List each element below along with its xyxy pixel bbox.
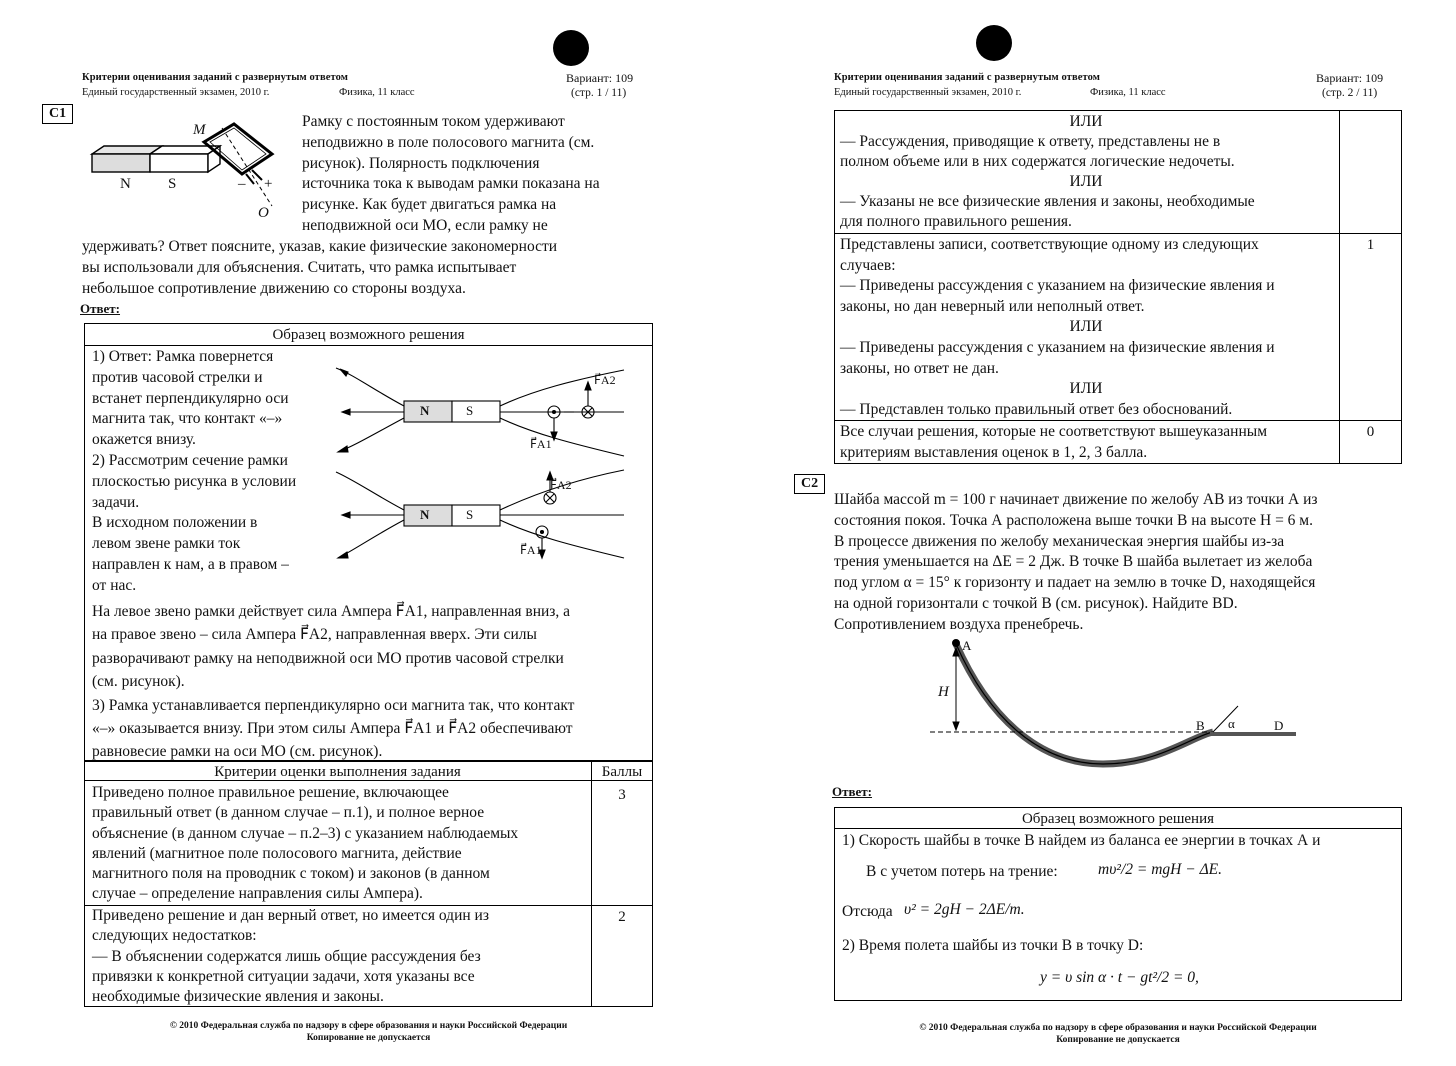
right-header-variant: Вариант: 109 (1316, 71, 1384, 85)
left-header-subtitle: Единый государственный экзамен, 2010 г. (82, 87, 270, 98)
divider (1339, 110, 1340, 464)
c1-criterion-3: Приведено полное правильное решение, включающее правильный ответ (в данном случае – п.1), и полное верное объяснение (в данном случае – п.2–3) с указанием наблюдаемых явлений (магнитное поле полосового магнита, действие магнитного поля на проводник с током) и законов (в данном случае – определение направления силы Ампера). (92, 784, 519, 903)
c2-label-d: D (1274, 718, 1284, 733)
diagram-label-fa2-bottom: F⃗A2 (550, 478, 572, 492)
right-header-subtitle: Единый государственный экзамен, 2010 г. (834, 87, 1022, 98)
c2-solution-line-3: Отсюда (842, 903, 893, 920)
binder-hole-right (976, 25, 1012, 61)
score-1: 1 (1366, 237, 1375, 253)
right-header-subject: Физика, 11 класс (1090, 87, 1166, 98)
score-0: 0 (1366, 424, 1375, 440)
c1-task-text-bottom: удерживать? Ответ поясните, указав, какие физические закономерности вы использовали для объяснения. Считать, что рамка испытывает небольшое сопротивление движению со стороны воздуха. (82, 238, 558, 297)
c2-task-text: Шайба массой m = 100 г начинает движение по желобу АВ из точки А из состояния покоя. Точка А расположена выше точки В на высоте H = 6 м. В процессе движения по желобу механическая энергия шайбы из-за трения уменьшается на ΔE = 2 Дж. В точке В шайба вылетает из желоба под углом α = 15° к горизонту и падает на землю в точке D, находящейся на одной горизонтали с точкой В (см. рисунок). Найдите BD. Сопротивлением воздуха пренебречь. (834, 491, 1318, 633)
c2-label-alpha: α (1228, 716, 1235, 731)
divider (834, 233, 1402, 234)
diagram-label-fa1-top: F⃗A1 (530, 437, 552, 451)
c1-answer-label: Ответ: (80, 301, 121, 316)
c1-solution-left-text: 1) Ответ: Рамка повернется против часовой стрелки и встанет перпендикулярно оси магнита так, что контакт «–» окажется внизу. 2) Рассмотрим сечение рамки плоскостью рисунка в условии задачи. В исходном положении в левом звене рамки ток направлен к нам, а в правом – от нас. (92, 348, 297, 594)
right-header-title: Критерии оценивания заданий с развернутым ответом (834, 72, 1100, 83)
figure-label-s: S (168, 176, 177, 192)
figure-label-o: O (258, 205, 269, 221)
c1-criterion-2: Приведено решение и дан верный ответ, но имеется один из следующих недостатков: — В объяснении содержатся лишь общие рассуждения без привязки к конкретной ситуации задачи, хотя указаны все необходимые физические явления и законы. (92, 907, 489, 1006)
left-header-variant: Вариант: 109 (566, 71, 634, 85)
diagram-label-s-top: S (466, 403, 474, 418)
c1-solution-title: Образец возможного решения (272, 327, 465, 343)
c2-label-h: H (938, 684, 949, 700)
left-header-title: Критерии оценивания заданий с развернутым ответом (82, 72, 348, 83)
left-header-subject: Физика, 11 класс (339, 87, 415, 98)
chute-figure (928, 636, 1298, 776)
c2-solution-line-4: 2) Время полета шайбы из точки В в точку D: (842, 937, 1144, 954)
diagram-label-n-bottom: N (420, 507, 430, 522)
c1-solution-full-text: На левое звено рамки действует сила Ампера F⃗A1, направленная вниз, а на правое звено – сила Ампера F⃗A2, направленная вверх. Эти силы разворачивают рамку на неподвижной оси МО против часовой стрелки (см. рисунок). 3) Рамка устанавливается перпендикулярно оси магнита так, что контакт «–» оказывается внизу. При этом силы Ампера F⃗A1 и F⃗A2 обеспечивают равновесие рамки на оси МО (см. рисунок). (92, 603, 575, 761)
c2-label-b: B (1196, 718, 1205, 733)
c2-formula-velocity: υ² = 2gH − 2ΔE/m. (904, 901, 1025, 918)
figure-label-minus: – (238, 176, 246, 192)
c1-score-2: 2 (618, 909, 626, 925)
binder-hole-left (553, 30, 589, 66)
diagram-label-n-top: N (420, 403, 430, 418)
task-label-c2: С2 (794, 474, 825, 494)
left-header-page: (стр. 1 / 11) (571, 87, 627, 99)
figure-label-n: N (120, 176, 131, 192)
left-footer: © 2010 Федеральная служба по надзору в сфере образования и науки Российской Федерации Копирование не допускается (169, 1021, 568, 1043)
c1-score-3: 3 (618, 787, 626, 803)
diagram-label-fa1-bottom: F⃗A1 (520, 543, 542, 557)
criteria-block-0: Все случаи решения, которые не соответствуют вышеуказанным критериям выставления оценок в 1, 2, 3 балла. (840, 423, 1267, 461)
c1-criteria-header: Критерии оценки выполнения задания (214, 764, 461, 780)
criteria-block-2-cont: ИЛИ — Рассуждения, приводящие к ответу, представлены не в полном объеме или в них содержатся логические недочеты. ИЛИ — Указаны не все физические явления и законы, необходимые для полного правильного решения. (840, 113, 1255, 231)
c2-formula-energy: mυ²/2 = mgH − ΔE. (1098, 861, 1223, 878)
figure-label-plus: + (264, 176, 273, 192)
c1-task-text-top: Рамку с постоянным током удерживают неподвижно в поле полосового магнита (см. рисунок). Полярность подключения источника тока к выводам рамки показана на рисунке. Как будет двигаться рамка на неподвижной оси МО, если рамку не (302, 113, 600, 234)
c2-label-a: A (962, 638, 972, 653)
right-header-page: (стр. 2 / 11) (1322, 87, 1378, 99)
c2-solution-line-2: В с учетом потерь на трение: (866, 863, 1058, 880)
c2-solution-title: Образец возможного решения (1021, 811, 1215, 827)
field-lines-diagram (334, 360, 634, 570)
task-label-c1: С1 (42, 104, 73, 124)
diagram-label-fa2-top: F⃗A2 (594, 373, 616, 387)
c2-formula-flight: y = υ sin α · t − gt²/2 = 0, (1040, 969, 1199, 986)
c2-answer-label: Ответ: (832, 784, 873, 799)
right-footer: © 2010 Федеральная служба по надзору в сфере образования и науки Российской Федерации Копирование не допускается (919, 1023, 1317, 1045)
criteria-block-1: Представлены записи, соответствующие одному из следующих случаев: — Приведены рассуждения с указанием на физические явления и законы, но дан неверный или неполный ответ. ИЛИ — Приведены рассуждения с указанием на физические явления и законы, но ответ не дан. ИЛИ — Представлен только правильный ответ без обоснований. (840, 236, 1275, 418)
diagram-label-s-bottom: S (466, 507, 474, 522)
figure-label-m: M (193, 122, 206, 138)
c2-solution-line-1: 1) Скорость шайбы в точке В найдем из баланса ее энергии в точках А и (842, 832, 1321, 849)
c1-score-header: Баллы (601, 764, 643, 780)
